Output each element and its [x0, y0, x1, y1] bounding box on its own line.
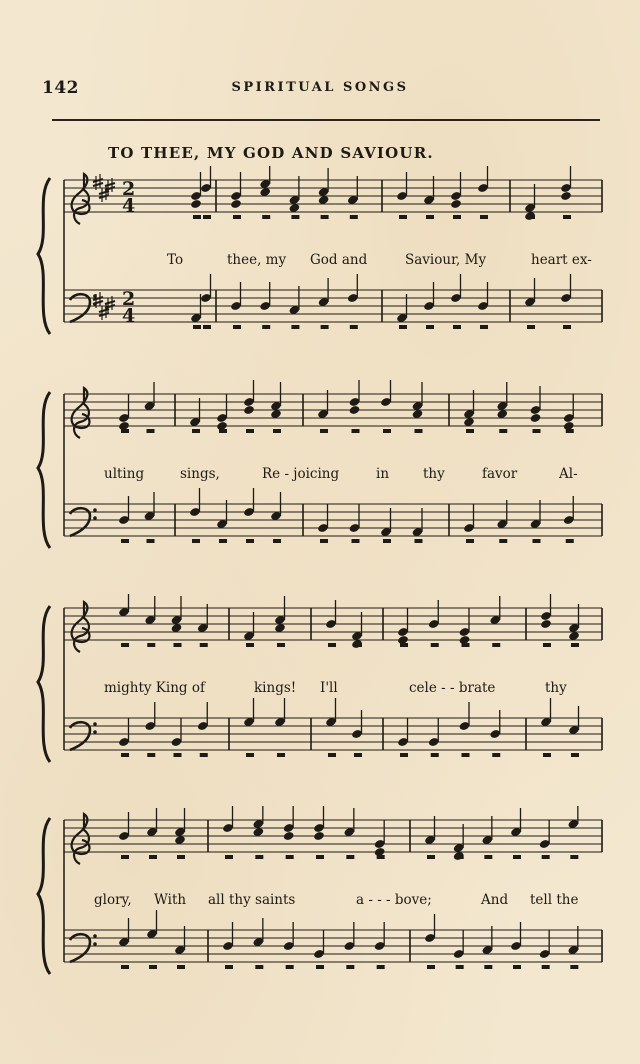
note-foot [456, 965, 464, 969]
note-foot [273, 429, 281, 433]
note-foot [320, 539, 328, 543]
note-foot [246, 539, 254, 543]
note-foot [262, 325, 270, 329]
note-foot [328, 643, 336, 647]
note-foot [352, 539, 360, 543]
note-foot [415, 429, 423, 433]
note-foot [350, 325, 358, 329]
note-foot [427, 965, 435, 969]
lyric-word: sings, [180, 466, 220, 482]
note-foot [513, 855, 521, 859]
note-foot [121, 855, 129, 859]
lyric-word: a - - - bove; [356, 892, 432, 908]
note-foot [462, 643, 470, 647]
lyric-line-4 [0, 892, 640, 912]
note-foot [542, 965, 550, 969]
note-icon [450, 199, 462, 209]
lyric-line-1 [0, 252, 640, 272]
note-foot [383, 429, 391, 433]
bass-clef-icon [93, 516, 97, 520]
note-foot [277, 643, 285, 647]
note-foot [427, 855, 435, 859]
note-foot [328, 753, 336, 757]
lyric-word: all thy saints [208, 892, 296, 908]
note-icon [313, 831, 325, 841]
note-foot [177, 965, 185, 969]
note-foot [346, 965, 354, 969]
note-foot [456, 855, 464, 859]
note-foot [527, 215, 535, 219]
note-foot [121, 753, 129, 757]
note-foot [193, 215, 201, 219]
note-foot [321, 325, 329, 329]
note-foot [273, 539, 281, 543]
lyric-word: Saviour, My [405, 252, 487, 268]
note-foot [219, 429, 227, 433]
note-foot [570, 965, 578, 969]
lyric-word: I'll [320, 680, 338, 696]
note-foot [513, 965, 521, 969]
note-foot [400, 753, 408, 757]
lyric-word: ulting [104, 466, 145, 482]
lyric-word: mighty King of [104, 680, 205, 696]
note-foot [484, 855, 492, 859]
lyric-word: And [481, 892, 509, 908]
note-foot [174, 643, 182, 647]
lyric-word: With [154, 892, 187, 908]
page-number: 142 [42, 78, 79, 98]
time-signature-bottom: 4 [122, 195, 136, 217]
note-foot [480, 325, 488, 329]
note-foot [377, 855, 385, 859]
lyric-word: God and [310, 252, 368, 268]
note-foot [453, 215, 461, 219]
note-icon [540, 619, 552, 629]
note-foot [321, 215, 329, 219]
note-foot [542, 855, 550, 859]
note-foot [200, 643, 208, 647]
bass-clef-icon [93, 722, 97, 726]
note-foot [255, 855, 263, 859]
note-foot [566, 539, 574, 543]
note-foot [192, 539, 200, 543]
note-foot [462, 753, 470, 757]
music-system-1 [0, 166, 640, 356]
note-foot [354, 643, 362, 647]
note-foot [350, 215, 358, 219]
note-foot [277, 753, 285, 757]
note-foot [571, 643, 579, 647]
note-foot [566, 429, 574, 433]
note-foot [431, 753, 439, 757]
note-foot [543, 753, 551, 757]
treble-clef-icon [72, 388, 90, 438]
lyric-word: Al- [559, 466, 578, 482]
note-foot [233, 325, 241, 329]
note-foot [527, 325, 535, 329]
lyric-word: To [167, 252, 184, 268]
treble-clef-icon [72, 174, 90, 224]
time-signature-bottom: 4 [122, 305, 136, 327]
bass-clef-icon [93, 508, 97, 512]
note-foot [147, 753, 155, 757]
note-foot [286, 855, 294, 859]
note-icon [190, 199, 202, 209]
note-foot [121, 539, 129, 543]
note-foot [466, 539, 474, 543]
note-icon [283, 831, 295, 841]
note-foot [149, 855, 157, 859]
note-foot [466, 429, 474, 433]
note-foot [193, 325, 201, 329]
note-foot [246, 753, 254, 757]
treble-clef-icon [72, 602, 90, 652]
lyric-line-3 [0, 680, 640, 700]
lyric-word: glory, [94, 892, 132, 908]
note-foot [121, 965, 129, 969]
note-foot [174, 753, 182, 757]
time-signature-top: 2 [122, 288, 136, 310]
note-foot [533, 539, 541, 543]
note-foot [219, 539, 227, 543]
note-foot [149, 965, 157, 969]
bass-clef-icon [93, 942, 97, 946]
note-foot [320, 429, 328, 433]
note-foot [399, 215, 407, 219]
note-foot [246, 429, 254, 433]
note-foot [352, 429, 360, 433]
note-foot [543, 643, 551, 647]
note-foot [492, 753, 500, 757]
note-foot [484, 965, 492, 969]
music-system-4 [0, 806, 640, 996]
lyric-line-2 [0, 466, 640, 486]
lyric-word: thee, my [227, 252, 287, 268]
note-icon [530, 413, 542, 423]
note-foot [570, 855, 578, 859]
treble-clef-icon [72, 814, 90, 864]
note-icon [560, 191, 572, 201]
note-foot [147, 643, 155, 647]
note-foot [492, 643, 500, 647]
note-foot [255, 965, 263, 969]
lyric-word: tell the [530, 892, 579, 908]
note-foot [346, 855, 354, 859]
note-foot [480, 215, 488, 219]
note-foot [121, 643, 129, 647]
music-system-2 [0, 380, 640, 570]
lyric-word: kings! [254, 680, 297, 696]
note-foot [262, 215, 270, 219]
note-foot [400, 643, 408, 647]
note-icon [243, 405, 255, 415]
lyric-word: thy [545, 680, 567, 696]
note-foot [177, 855, 185, 859]
note-foot [316, 965, 324, 969]
note-foot [121, 429, 129, 433]
note-foot [499, 429, 507, 433]
note-foot [563, 325, 571, 329]
note-foot [377, 965, 385, 969]
note-foot [291, 325, 299, 329]
note-foot [399, 325, 407, 329]
note-foot [291, 215, 299, 219]
note-foot [192, 429, 200, 433]
note-foot [499, 539, 507, 543]
note-foot [233, 215, 241, 219]
note-foot [200, 753, 208, 757]
note-foot [426, 325, 434, 329]
note-foot [147, 539, 155, 543]
note-foot [354, 753, 362, 757]
lyric-word: in [376, 466, 390, 482]
note-foot [571, 753, 579, 757]
note-foot [225, 965, 233, 969]
note-foot [426, 215, 434, 219]
header-rule [52, 119, 600, 121]
note-foot [533, 429, 541, 433]
note-foot [383, 539, 391, 543]
lyric-word: Re - joicing [262, 466, 340, 482]
note-foot [563, 215, 571, 219]
note-foot [453, 325, 461, 329]
bass-clef-icon [93, 730, 97, 734]
lyric-word: heart ex- [531, 252, 592, 268]
song-title: TO THEE, MY GOD AND SAVIOUR. [108, 144, 434, 162]
note-foot [246, 643, 254, 647]
bass-clef-icon [93, 934, 97, 938]
note-foot [203, 215, 211, 219]
note-foot [203, 325, 211, 329]
note-foot [147, 429, 155, 433]
note-icon [349, 405, 361, 415]
note-foot [225, 855, 233, 859]
note-foot [431, 643, 439, 647]
note-foot [415, 539, 423, 543]
note-foot [316, 855, 324, 859]
lyric-word: thy [423, 466, 445, 482]
lyric-word: favor [482, 466, 518, 482]
music-system-3 [0, 594, 640, 784]
time-signature-top: 2 [122, 178, 136, 200]
lyric-word: cele - - brate [409, 680, 496, 696]
note-icon [230, 199, 242, 209]
running-head: SPIRITUAL SONGS [231, 80, 409, 95]
note-foot [286, 965, 294, 969]
